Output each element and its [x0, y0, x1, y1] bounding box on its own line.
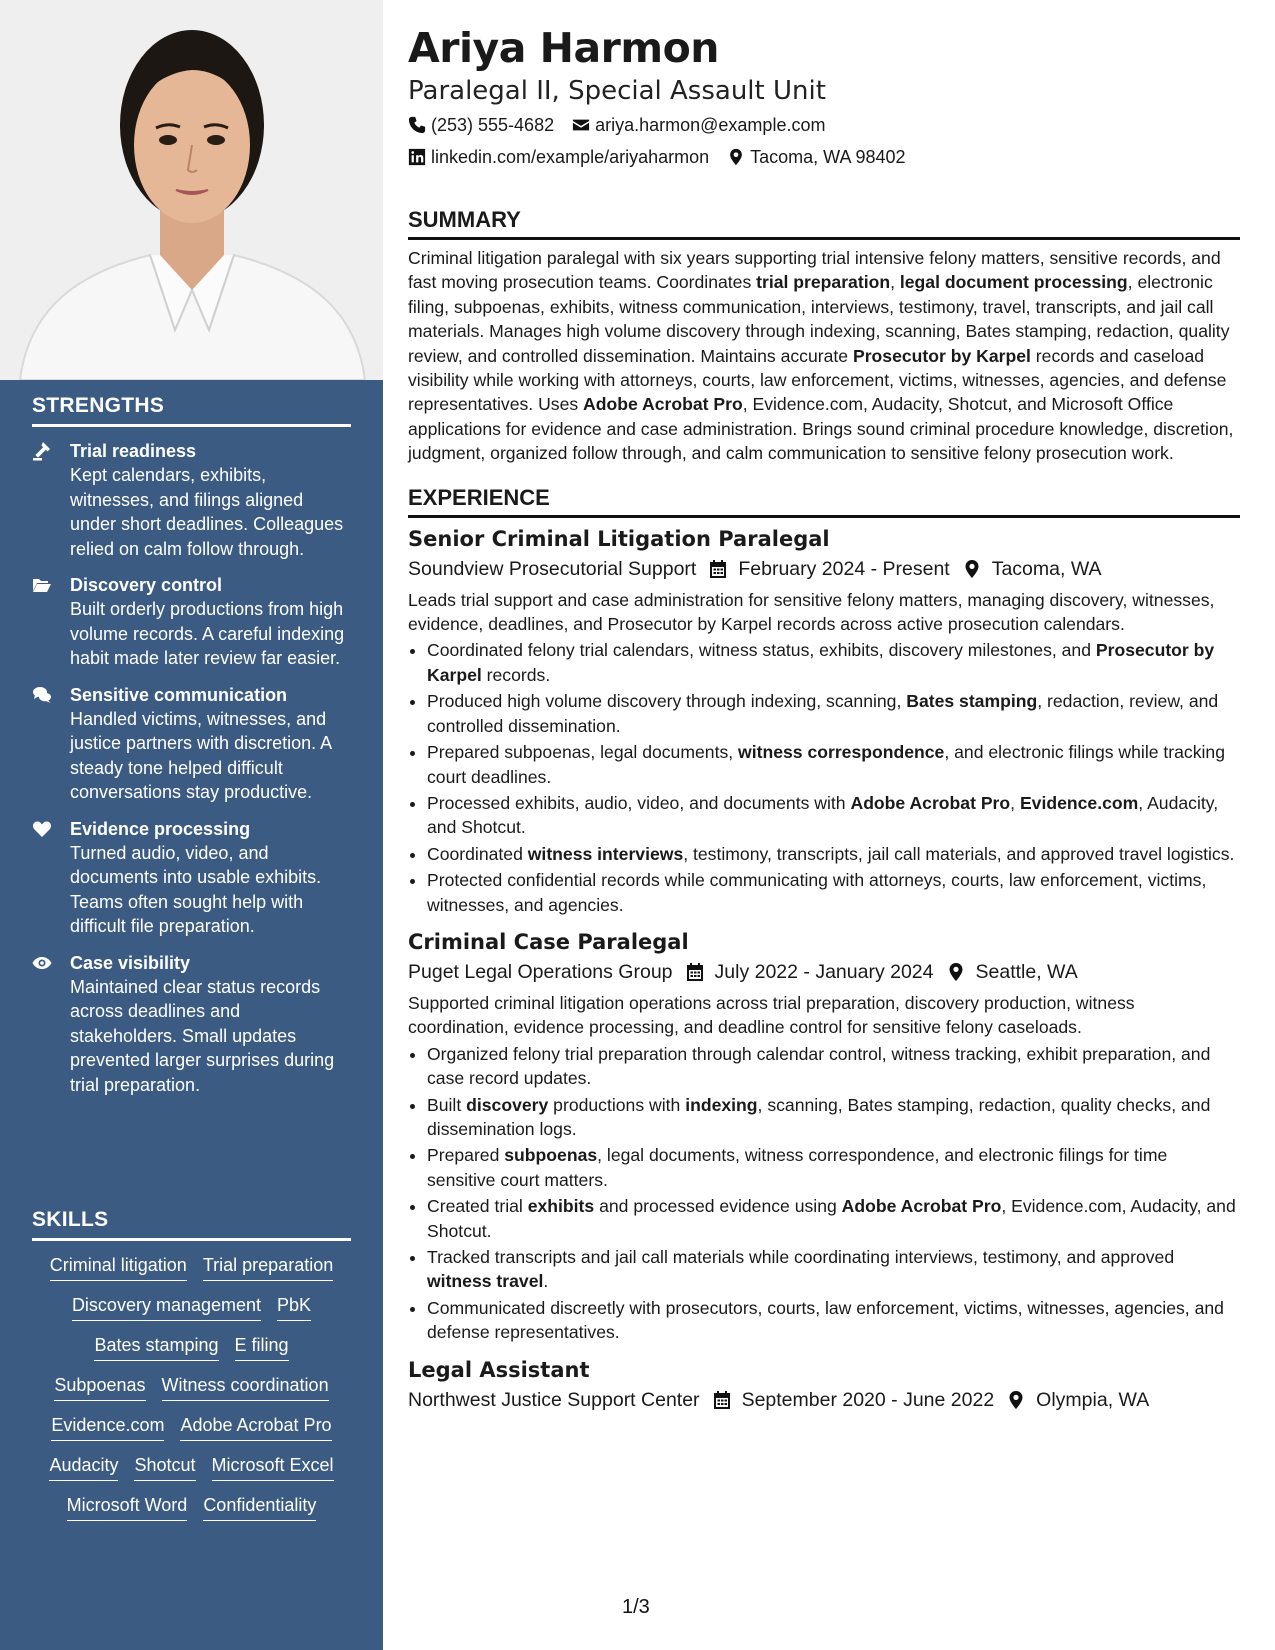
job-bullets [408, 1042, 1240, 1345]
bold-text: Adobe Acrobat Pro [583, 394, 743, 415]
linkedin-icon [408, 148, 426, 166]
text-segment: productions with [548, 1094, 686, 1115]
text-segment: Coordinated [427, 843, 528, 864]
strength-text: Kept calendars, exhibits, witnesses, and filings aligned under short deadlines. Colleagues relied on calm follow through. [70, 465, 344, 559]
skill-tag: Evidence.com [51, 1413, 164, 1441]
bullet-item [427, 1042, 1240, 1091]
skill-row [32, 1333, 351, 1361]
bullet-item [427, 689, 1240, 738]
phone-contact[interactable] [408, 112, 554, 138]
text-segment: Created trial [427, 1196, 528, 1217]
experience-section [408, 484, 1240, 1415]
strength-item [32, 951, 351, 1098]
summary-text [408, 246, 1240, 466]
bold-text: Prosecutor by Karpel [427, 640, 1215, 685]
phone-text: (253) 555-4682 [431, 115, 555, 135]
skill-tag: E filing [235, 1333, 289, 1361]
location-text: Tacoma, WA 98402 [750, 147, 906, 167]
strength-title: Trial readiness [70, 441, 197, 461]
skill-tag: Discovery management [72, 1293, 261, 1321]
text-segment: , [890, 272, 900, 293]
strength-item [32, 683, 351, 805]
text-segment: , electronic filing, subpoenas, exhibits, witness communication, interviews, testimony, travel, transcripts, and jail call materials. Manages high volume discovery through indexing, scanning, Bates stamping, redaction, quality review, and controlled dissemination. Maintains accurate [408, 272, 1230, 366]
phone-icon [408, 116, 426, 134]
skills-heading: SKILLS [32, 1208, 351, 1241]
text-segment: Processed exhibits, audio, video, and documents with [427, 792, 851, 813]
strength-title: Sensitive communication [70, 684, 288, 705]
text-segment: . [543, 1271, 549, 1292]
job-location: Olympia, WA [1036, 1388, 1150, 1411]
skills-section [32, 1208, 351, 1521]
map-marker-icon [1006, 1390, 1026, 1410]
experience-heading: EXPERIENCE [408, 484, 1240, 518]
skill-tag: Microsoft Word [67, 1493, 188, 1521]
profile-photo [0, 0, 383, 380]
linkedin-contact[interactable] [408, 144, 709, 170]
job-bullets [408, 638, 1240, 916]
job-title: Legal Assistant [408, 1357, 590, 1382]
bold-text: Prosecutor by Karpel [852, 345, 1031, 366]
text-segment: Prepared subpoenas, legal documents, [427, 742, 739, 763]
envelope-icon [572, 116, 590, 134]
bullet-item [427, 791, 1240, 840]
bullet-item [427, 740, 1240, 789]
skill-row [32, 1293, 351, 1321]
strength-title: Discovery control [70, 575, 223, 595]
job-company: Northwest Justice Support Center [408, 1388, 700, 1411]
skill-tag: Confidentiality [203, 1493, 316, 1521]
strength-text: Built orderly productions from high volume records. A careful indexing habit made later review far easier. [70, 599, 345, 668]
contact-row [408, 112, 1240, 138]
job-meta [408, 1385, 1240, 1415]
jobs-list [408, 524, 1240, 1415]
job-dates: July 2022 - January 2024 [714, 960, 934, 983]
gavel-icon [32, 439, 70, 561]
summary-section [408, 206, 1240, 466]
skill-row [32, 1453, 351, 1481]
text-segment: Organized felony trial preparation through calendar control, witness tracking, exhibit preparation, and case record updates. [427, 1043, 1211, 1089]
bullet-item [427, 1296, 1240, 1345]
job-description: Leads trial support and case administration for sensitive felony matters, managing discovery, witnesses, evidence, deadlines, and Prosecutor by Karpel records across active prosecution calendars. [408, 589, 1215, 635]
calendar-icon [708, 559, 728, 579]
calendar-icon [685, 962, 705, 982]
strengths-heading: STRENGTHS [32, 394, 351, 427]
text-segment: records. [481, 664, 551, 685]
bold-text: witness travel [427, 1271, 544, 1292]
strength-item [32, 439, 351, 561]
job-entry [408, 524, 1240, 917]
contact-row [408, 144, 1240, 170]
text-segment: Prepared [427, 1145, 505, 1166]
skill-tag: Criminal litigation [50, 1253, 187, 1281]
map-marker-icon [946, 962, 966, 982]
skill-row [32, 1253, 351, 1281]
bullet-item [427, 842, 1240, 866]
bold-text: trial preparation [756, 272, 891, 293]
skill-tag: Bates stamping [94, 1333, 218, 1361]
linkedin-text: linkedin.com/example/ariyaharmon [431, 147, 710, 167]
text-segment: Tracked transcripts and jail call materials while coordinating interviews, testimony, and approved [427, 1247, 1175, 1267]
map-marker-icon [727, 148, 745, 166]
text-segment: Built [427, 1094, 467, 1115]
job-entry [408, 1355, 1240, 1415]
summary-heading: SUMMARY [408, 206, 1240, 240]
job-title: Senior Criminal Litigation Paralegal [408, 526, 830, 551]
bold-text: legal document processing [899, 272, 1128, 293]
main-content [408, 22, 1240, 1415]
strength-text: Turned audio, video, and documents into usable exhibits. Teams often sought help with difficult file preparation. [70, 842, 322, 936]
skills-list [32, 1253, 351, 1521]
folder-open-icon [32, 573, 70, 671]
skill-tag: Adobe Acrobat Pro [180, 1413, 331, 1441]
job-location: Seattle, WA [975, 960, 1078, 983]
text-segment: , legal documents, witness correspondence, and electronic filings for time sensitive court matters. [427, 1145, 1168, 1190]
job-description: Supported criminal litigation operations across trial preparation, discovery production, witness coordination, evidence processing, and deadline control for sensitive felony caseloads. [408, 992, 1135, 1038]
candidate-role: Paralegal II, Special Assault Unit [408, 76, 826, 106]
job-location: Tacoma, WA [991, 557, 1102, 580]
skill-tag: Shotcut [134, 1453, 195, 1481]
text-segment: , Evidence.com, Audacity, Shotcut, and Microsoft Office applications for evidence and case administration. Brings sound criminal procedure knowledge, discretion, judgment, organized follow through, and calm communication to sensitive felony prosecution work. [408, 394, 1234, 464]
bullet-item [427, 1245, 1240, 1294]
text-segment: , Audacity, and Shotcut. [427, 792, 1219, 838]
job-company: Soundview Prosecutorial Support [408, 557, 697, 580]
text-segment: , testimony, transcripts, jail call materials, and approved travel logistics. [683, 843, 1235, 864]
strengths-section [32, 394, 351, 1097]
strength-title: Case visibility [70, 952, 191, 973]
job-title: Criminal Case Paralegal [408, 929, 689, 954]
bullet-item [427, 1194, 1240, 1243]
skill-row [32, 1373, 351, 1401]
map-marker-icon [962, 559, 982, 579]
job-entry [408, 927, 1240, 1345]
bold-text: exhibits [527, 1196, 595, 1217]
strength-text: Handled victims, witnesses, and justice partners with discretion. A steady tone helped difficult conversations stay productive. [70, 708, 332, 802]
sidebar [0, 0, 383, 1650]
strength-item [32, 817, 351, 939]
email-text: ariya.harmon@example.com [595, 115, 826, 135]
skill-tag: Witness coordination [162, 1373, 329, 1401]
calendar-icon [712, 1390, 732, 1410]
eye-icon [32, 951, 70, 1098]
text-segment: records and caseload visibility while working with attorneys, courts, law enforcement, victims, witnesses, agencies, and defense representatives. Uses [408, 345, 1227, 415]
skill-row [32, 1493, 351, 1521]
text-segment: Criminal litigation paralegal with six years supporting trial intensive felony matters, sensitive records, and fast moving prosecution teams. Coordinates [408, 248, 1221, 293]
bold-text: Evidence.com [1019, 792, 1139, 813]
bullet-item [427, 1143, 1240, 1192]
heart-icon [32, 817, 70, 939]
bold-text: subpoenas [504, 1145, 598, 1166]
text-segment: , scanning, Bates stamping, redaction, quality checks, and dissemination logs. [427, 1094, 1211, 1139]
job-meta [408, 554, 1240, 584]
job-meta [408, 957, 1240, 987]
bold-text: Adobe Acrobat Pro [841, 1196, 1002, 1217]
bullet-item [427, 638, 1240, 687]
comments-icon [32, 683, 70, 805]
skill-tag: PbK [277, 1293, 311, 1321]
job-dates: February 2024 - Present [738, 557, 950, 580]
job-dates: September 2020 - June 2022 [741, 1388, 995, 1411]
bold-text: witness interviews [527, 843, 684, 864]
skill-tag: Audacity [49, 1453, 118, 1481]
skill-tag: Trial preparation [203, 1253, 333, 1281]
text-segment: , Evidence.com, Audacity, and Shotcut. [427, 1196, 1236, 1241]
text-segment: and processed evidence using [594, 1196, 842, 1217]
page-number: 1/3 [622, 1596, 650, 1618]
skill-row [32, 1413, 351, 1441]
email-contact[interactable] [572, 112, 825, 138]
text-segment: Coordinated felony trial calendars, witness status, exhibits, discovery milestones, and [427, 640, 1096, 661]
text-segment: , [1010, 792, 1020, 813]
bold-text: discovery [466, 1094, 549, 1115]
bullet-item [427, 1093, 1240, 1142]
candidate-name: Ariya Harmon [408, 24, 719, 72]
job-company: Puget Legal Operations Group [408, 960, 673, 983]
strength-text: Maintained clear status records across deadlines and stakeholders. Small updates prevented larger surprises during trial preparation. [70, 976, 335, 1095]
bold-text: witness correspondence [738, 742, 945, 763]
bold-text: Adobe Acrobat Pro [850, 792, 1011, 813]
text-segment: Communicated discreetly with prosecutors, courts, law enforcement, victims, witnesses, agencies, and defense representatives. [427, 1297, 1224, 1343]
text-segment: Produced high volume discovery through indexing, scanning, [427, 691, 907, 712]
bullet-item [427, 868, 1240, 917]
strength-title: Evidence processing [70, 818, 251, 839]
skill-tag: Subpoenas [54, 1373, 145, 1401]
bold-text: Bates stamping [906, 691, 1038, 712]
bold-text: indexing [685, 1094, 758, 1115]
text-segment: , and electronic filings while tracking court deadlines. [427, 742, 1226, 787]
text-segment: Protected confidential records while communicating with attorneys, courts, law enforcement, victims, witnesses, and agencies. [427, 870, 1207, 915]
text-segment: , redaction, review, and controlled dissemination. [427, 691, 1219, 736]
location-contact [727, 144, 905, 170]
skill-tag: Microsoft Excel [212, 1453, 334, 1481]
strength-item [32, 573, 351, 671]
